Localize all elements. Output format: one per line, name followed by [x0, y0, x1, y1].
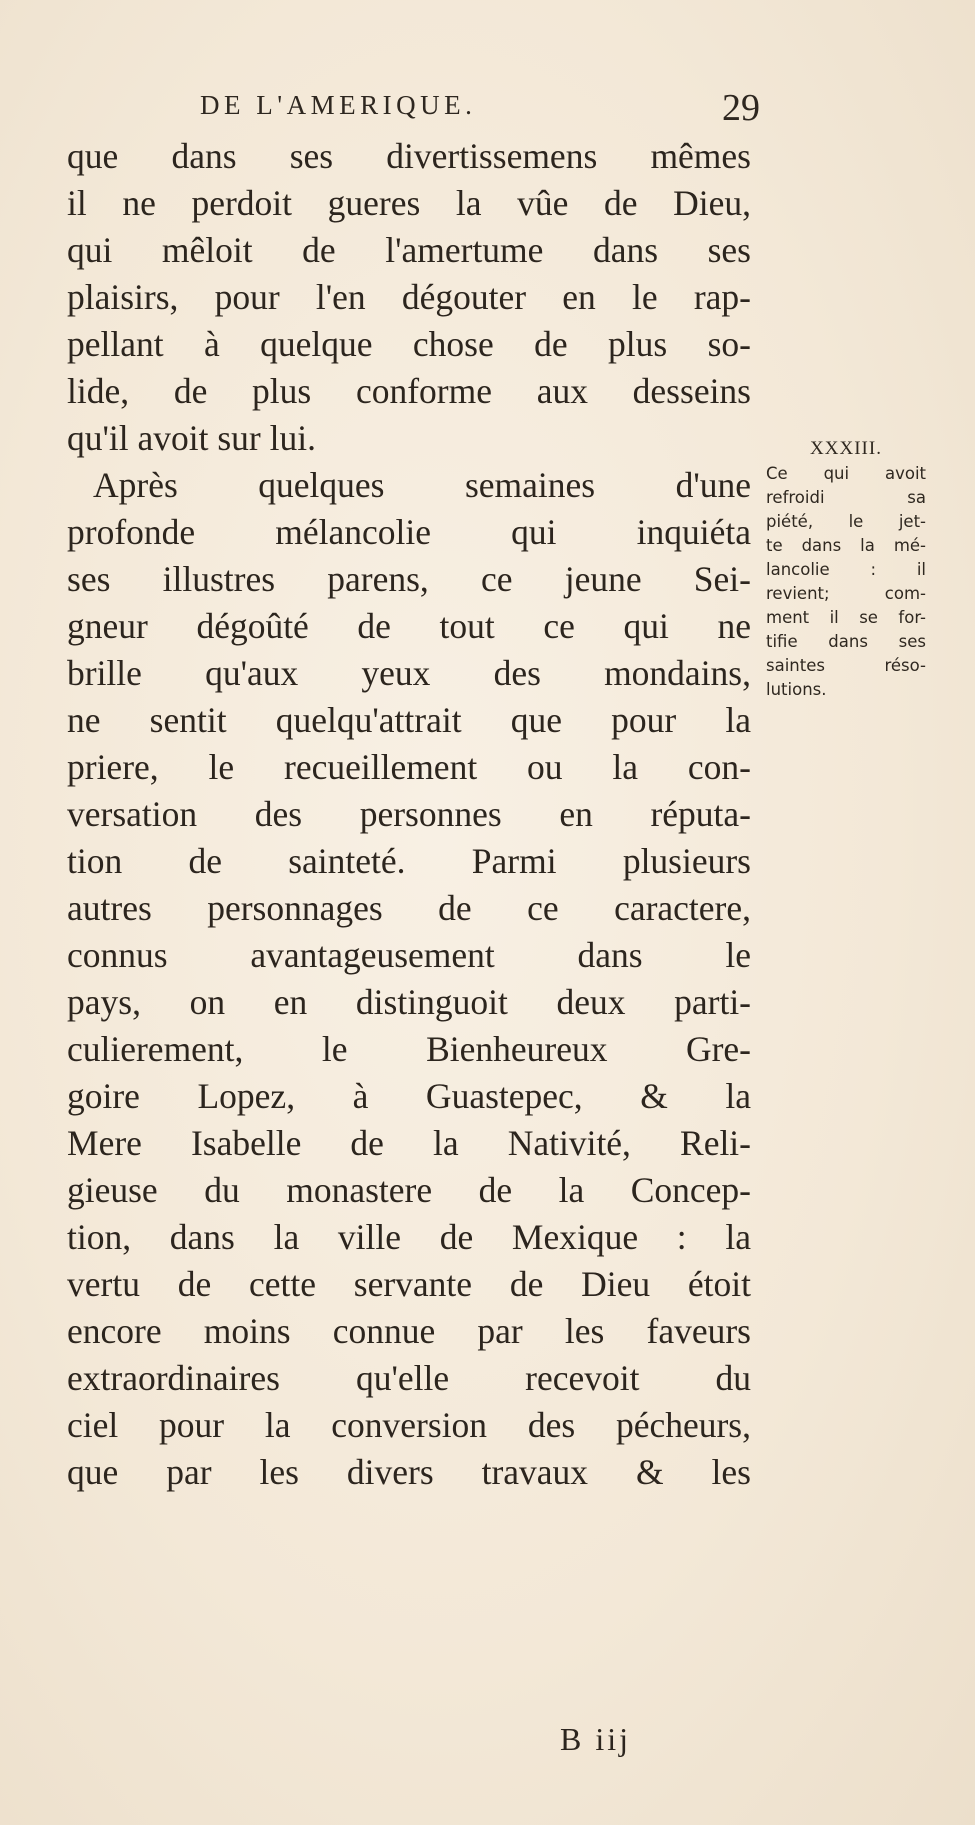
- paragraph-start-line: Après quelques semaines d'une: [93, 465, 751, 505]
- body-line: autres personnages de ce caractere,: [67, 888, 751, 928]
- body-line: tion, dans la ville de Mexique : la: [67, 1217, 751, 1257]
- body-line: versation des personnes en réputa-: [67, 794, 751, 834]
- body-line: que par les divers travaux & les: [67, 1452, 751, 1492]
- margin-note-line: tifie dans ses: [766, 632, 926, 651]
- margin-note-line: Ce qui avoit: [766, 464, 926, 483]
- body-line: ciel pour la conversion des pécheurs,: [67, 1405, 751, 1445]
- body-line: goire Lopez, à Guastepec, & la: [67, 1076, 751, 1116]
- body-line: brille qu'aux yeux des mondains,: [67, 653, 751, 693]
- margin-note-line: te dans la mé-: [766, 536, 926, 555]
- page-number: 29: [722, 87, 760, 129]
- body-text: [67, 133, 751, 1496]
- body-line: qui mêloit de l'amertume dans ses: [67, 230, 751, 270]
- margin-note-line: piété, le jet-: [766, 512, 926, 531]
- body-line: gieuse du monastere de la Concep-: [67, 1170, 751, 1210]
- body-line: ne sentit quelqu'attrait que pour la: [67, 700, 751, 740]
- body-line: lide, de plus conforme aux desseins: [67, 371, 751, 411]
- margin-note-heading: XXXIII.: [810, 438, 882, 459]
- body-line: priere, le recueillement ou la con-: [67, 747, 751, 787]
- body-line: Mere Isabelle de la Nativité, Reli-: [67, 1123, 751, 1163]
- body-line: profonde mélancolie qui inquiéta: [67, 512, 751, 552]
- body-line: vertu de cette servante de Dieu étoit: [67, 1264, 751, 1304]
- body-line: que dans ses divertissemens mêmes: [67, 136, 751, 176]
- body-line: tion de sainteté. Parmi plusieurs: [67, 841, 751, 881]
- body-line: culierement, le Bienheureux Gre-: [67, 1029, 751, 1069]
- margin-note-line: lutions.: [766, 680, 827, 699]
- running-title: DE L'AMERIQUE.: [200, 90, 477, 120]
- body-line: connus avantageusement dans le: [67, 935, 751, 975]
- margin-note-line: refroidi sa: [766, 488, 926, 507]
- body-line: encore moins connue par les faveurs: [67, 1311, 751, 1351]
- margin-note-line: lancolie : il: [766, 560, 926, 579]
- margin-note-line: ment il se for-: [766, 608, 926, 627]
- body-line: pellant à quelque chose de plus so-: [67, 324, 751, 364]
- running-head: [200, 86, 760, 136]
- body-line: qu'il avoit sur lui.: [67, 418, 316, 458]
- margin-note-line: revient; com-: [766, 584, 926, 603]
- body-line: gneur dégoûté de tout ce qui ne: [67, 606, 751, 646]
- body-line: extraordinaires qu'elle recevoit du: [67, 1358, 751, 1398]
- margin-note: [766, 436, 926, 702]
- body-line: plaisirs, pour l'en dégouter en le rap-: [67, 277, 751, 317]
- signature-mark: B iij: [560, 1721, 632, 1757]
- body-line: pays, on en distinguoit deux parti-: [67, 982, 751, 1022]
- body-line: il ne perdoit gueres la vûe de Dieu,: [67, 183, 751, 223]
- margin-note-line: saintes réso-: [766, 656, 926, 675]
- body-line: ses illustres parens, ce jeune Sei-: [67, 559, 751, 599]
